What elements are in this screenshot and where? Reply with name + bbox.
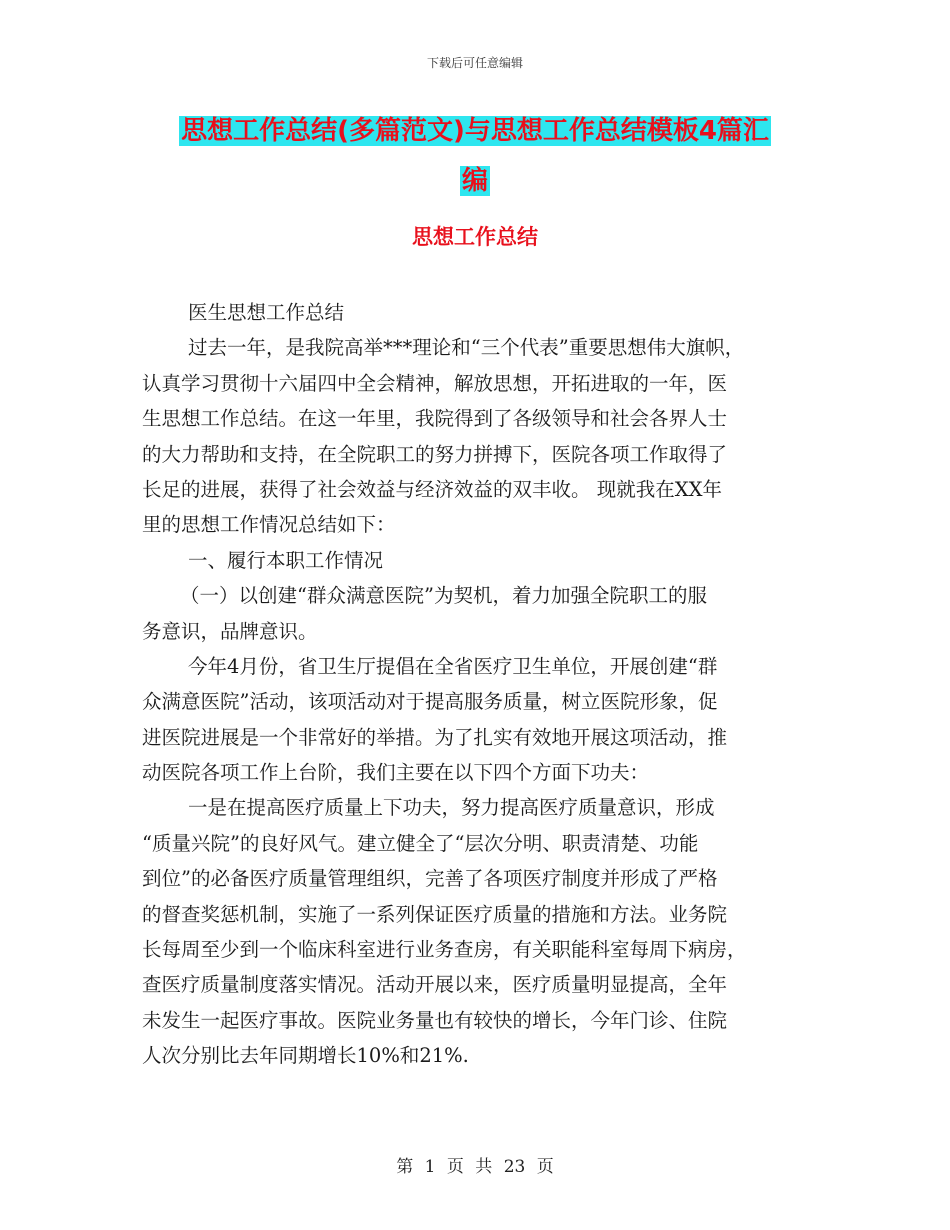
- document-title-line1: 思想工作总结(多篇范文)与思想工作总结模板4篇汇: [181, 116, 769, 146]
- paragraph-line: 认真学习贯彻十六届四中全会精神，解放思想，开拓进取的一年，医: [142, 371, 728, 395]
- paragraph-line: 一、履行本职工作情况: [188, 548, 384, 572]
- paragraph-line: 生思想工作总结。在这一年里，我院得到了各级领导和社会各界人士: [142, 407, 728, 431]
- paragraph-line: 一是在提高医疗质量上下功夫，努力提高医疗质量意识，形成: [188, 796, 715, 820]
- paragraph-line: 医生思想工作总结: [188, 301, 345, 324]
- page-header-note: 下载后可任意编辑: [426, 56, 523, 70]
- paragraph-line: （一）以创建“群众满意医院”为契机，着力加强全院职工的服: [180, 584, 707, 608]
- paragraph-line: 的督查奖惩机制，实施了一系列保证医疗质量的措施和方法。业务院: [142, 902, 728, 926]
- paragraph-line: 众满意医院”活动，该项活动对于提高服务质量，树立医院形象，促: [142, 690, 718, 714]
- paragraph-line: 动医院各项工作上台阶，我们主要在以下四个方面下功夫：: [142, 761, 650, 785]
- paragraph-line: “质量兴院”的良好风气。建立健全了“层次分明、职责清楚、功能: [142, 831, 699, 855]
- page-number-footer: 第 1 页 共 23 页: [396, 1157, 554, 1177]
- paragraph-line: 到位”的必备医疗质量管理组织，完善了各项医疗制度并形成了严格: [142, 867, 718, 891]
- section-heading: 思想工作总结: [412, 225, 538, 249]
- paragraph-line: 进医院进展是一个非常好的举措。为了扎实有效地开展这项活动，推: [142, 725, 728, 749]
- paragraph-line: 未发生一起医疗事故。医院业务量也有较快的增长，今年门诊、住院: [142, 1008, 728, 1032]
- paragraph-line: 长足的进展，获得了社会效益与经济效益的双丰收。 现就我在XX年: [142, 477, 722, 501]
- paragraph-line: 查医疗质量制度落实情况。活动开展以来，医疗质量明显提高，全年: [142, 973, 728, 997]
- paragraph-line: 过去一年，是我院高举***理论和“三个代表”重要思想伟大旗帜，: [188, 336, 745, 360]
- document-body: [142, 295, 822, 1074]
- paragraph-line: 务意识，品牌意识。: [142, 619, 318, 643]
- paragraph-line: 人次分别比去年同期增长10%和21%.: [142, 1044, 469, 1068]
- document-title-line2: 编: [461, 166, 488, 196]
- document-title: [0, 106, 950, 206]
- paragraph-line: 今年4月份，省卫生厅提倡在全省医疗卫生单位，开展创建“群: [188, 654, 718, 678]
- paragraph-line: 里的思想工作情况总结如下：: [142, 513, 396, 537]
- paragraph-line: 长每周至少到一个临床科室进行业务查房，有关职能科室每周下病房，: [142, 938, 747, 962]
- paragraph-line: 的大力帮助和支持，在全院职工的努力拼搏下，医院各项工作取得了: [142, 442, 728, 466]
